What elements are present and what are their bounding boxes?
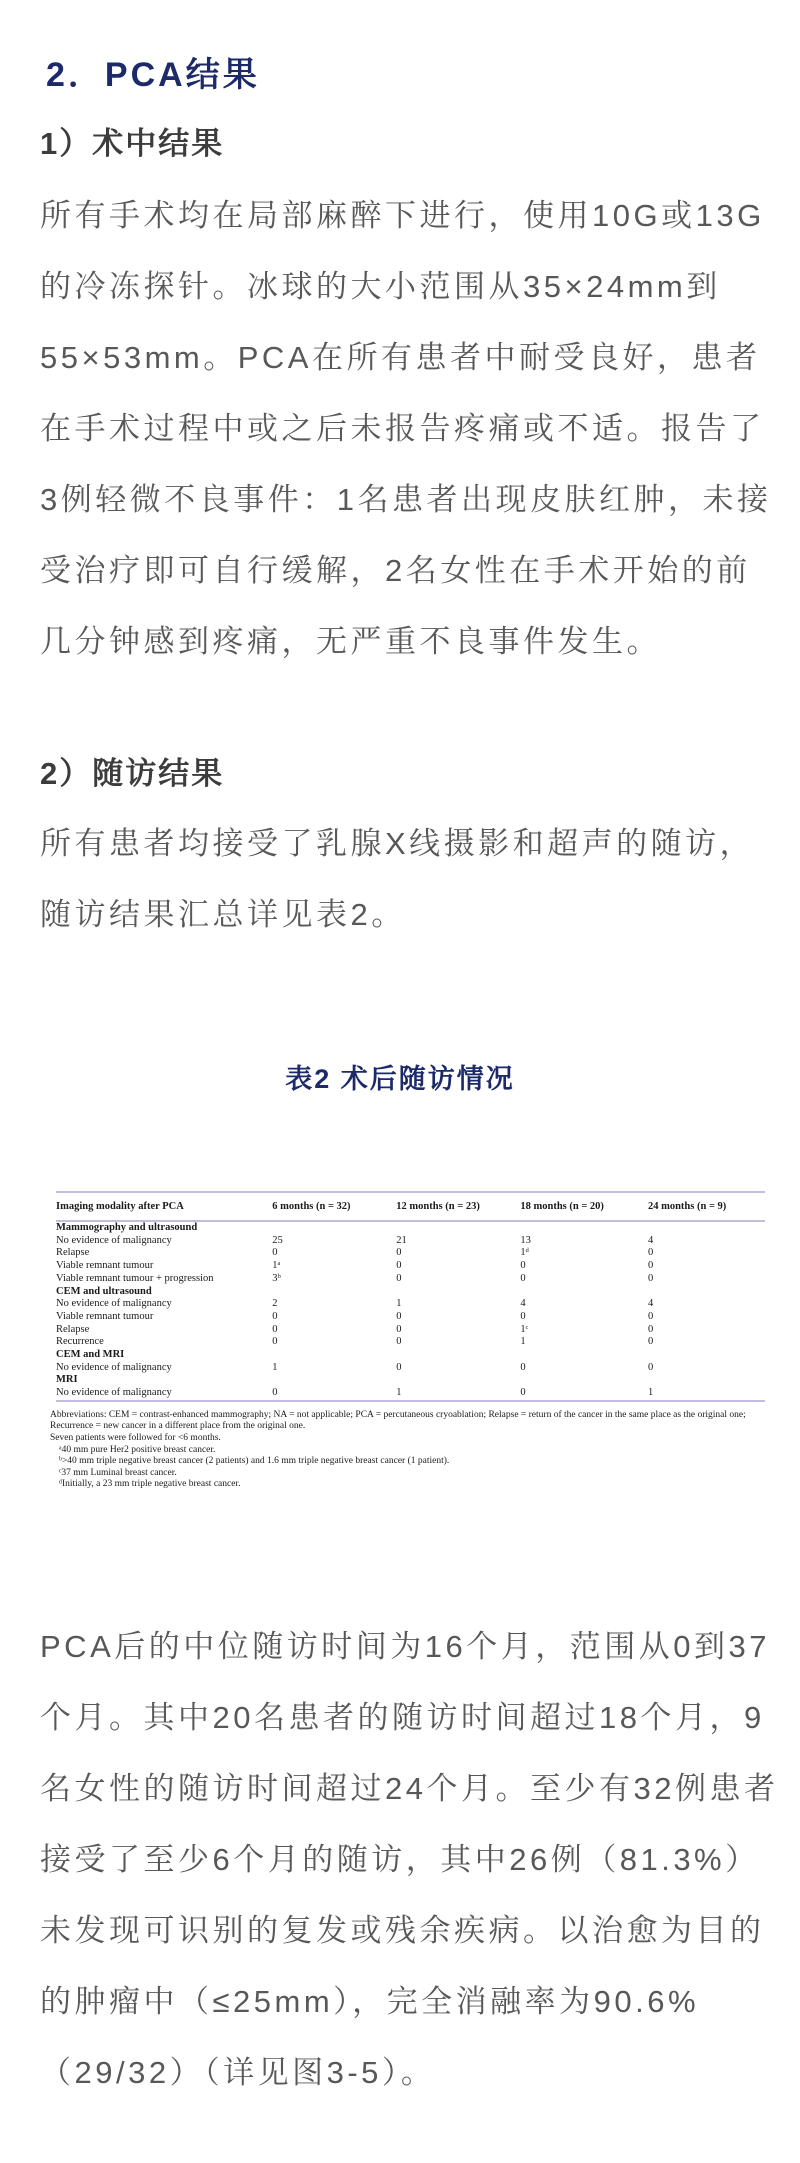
cell-value: 1ᵃ <box>272 1260 281 1272</box>
cell-value <box>272 1374 396 1387</box>
cell-value <box>396 1374 520 1387</box>
column-header-6-months: 6 months (n = 32) <box>272 1201 351 1212</box>
cell-value: 4 <box>520 1298 526 1310</box>
table-header-row <box>56 1193 765 1220</box>
paragraph-followup-intro <box>40 808 764 950</box>
cell-value: 0 <box>396 1323 402 1335</box>
cell-value: 0 <box>396 1336 402 1348</box>
column-header-24-months: 24 months (n = 9) <box>647 1201 727 1212</box>
cell-value: 4 <box>647 1234 654 1246</box>
table-footnote: ᶜ37 mm Luminal breast cancer. <box>59 1467 177 1478</box>
row-label: Viable remnant tumour <box>56 1310 154 1322</box>
cell-value: 0 <box>647 1310 654 1322</box>
cell-value: 13 <box>520 1234 531 1246</box>
row-label: Viable remnant tumour <box>56 1260 154 1272</box>
cell-value: 1 <box>396 1298 402 1310</box>
paragraph-line: 接受了至少6个月的随访，其中26例（81.3%） <box>40 1842 760 1877</box>
table-row <box>56 1298 765 1311</box>
table-footnotes <box>50 1410 765 1491</box>
table-row <box>56 1247 765 1260</box>
table-row <box>56 1336 765 1349</box>
table-footnote: ᵇ>40 mm triple negative breast cancer (2 patients) and 1.6 mm triple negative breast cancer (1 patient). <box>59 1456 450 1467</box>
cell-value: 1 <box>396 1387 402 1399</box>
cell-value: 0 <box>396 1361 402 1373</box>
paragraph-line: 几分钟感到疼痛，无严重不良事件发生。 <box>40 624 661 659</box>
paragraph-line: 随访结果汇总详见表2。 <box>40 897 406 932</box>
cell-value: 1 <box>520 1336 526 1348</box>
cell-value <box>396 1286 520 1299</box>
paragraph-line: 的肿瘤中（≤25mm），完全消融率为90.6% <box>40 1984 700 2019</box>
row-label: CEM and ultrasound <box>56 1285 152 1297</box>
cell-value: 0 <box>647 1247 654 1259</box>
paragraph-line: 名女性的随访时间超过24个月。至少有32例患者 <box>40 1771 779 1806</box>
cell-value <box>520 1349 648 1362</box>
paragraph-line: 在手术过程中或之后未报告疼痛或不适。报告了 <box>40 411 765 446</box>
table-footnote: Abbreviations: CEM = contrast-enhanced mammography; NA = not applicable; PCA = percutaneous cryoablation; Relapse = return of the cancer in the same place as the original one; Recurrence = new cancer in a different place from the original one. <box>50 1409 746 1432</box>
cell-value: 4 <box>647 1298 654 1310</box>
table-row <box>56 1349 765 1362</box>
row-label: Viable remnant tumour + progression <box>56 1272 214 1284</box>
cell-value <box>520 1286 648 1299</box>
row-label: No evidence of malignancy <box>56 1298 172 1310</box>
section-heading: 2．PCA结果 <box>46 56 260 94</box>
cell-value: 0 <box>647 1323 654 1335</box>
cell-value <box>648 1374 765 1387</box>
cell-value: 0 <box>272 1323 278 1335</box>
cell-value: 0 <box>520 1361 526 1373</box>
cell-value: 0 <box>272 1310 278 1322</box>
paragraph-line: 所有手术均在局部麻醉下进行，使用10G或13G <box>40 198 765 233</box>
table-row <box>56 1387 765 1400</box>
cell-value <box>396 1222 520 1235</box>
cell-value: 21 <box>396 1234 407 1246</box>
cell-value: 3ᵇ <box>272 1272 281 1284</box>
row-label: Relapse <box>56 1323 90 1335</box>
row-label: Mammography and ultrasound <box>56 1222 198 1233</box>
row-label: MRI <box>56 1374 78 1386</box>
subsection-heading-followup: 2）随访结果 <box>40 756 225 791</box>
column-header-modality: Imaging modality after PCA <box>56 1201 184 1212</box>
row-label: Relapse <box>56 1247 90 1259</box>
row-label: CEM and MRI <box>56 1349 125 1361</box>
row-label: No evidence of malignancy <box>56 1387 172 1399</box>
table-caption: 表2 术后随访情况 <box>285 1064 515 1094</box>
table-footnote: ᵈInitially, a 23 mm triple negative breast cancer. <box>59 1479 241 1490</box>
table-bottom-rule <box>56 1400 765 1402</box>
cell-value: 1 <box>647 1387 654 1399</box>
cell-value: 0 <box>272 1247 278 1259</box>
cell-value: 0 <box>396 1272 402 1284</box>
table-footnote: ᵃ40 mm pure Her2 positive breast cancer. <box>59 1444 216 1455</box>
paragraph-line: 受治疗即可自行缓解，2名女性在手术开始的前 <box>40 553 751 588</box>
cell-value: 0 <box>272 1336 278 1348</box>
paragraph-line: （29/32）（详见图3-5）。 <box>40 2055 436 2090</box>
paragraph-intraoperative-results <box>40 180 772 677</box>
table-row <box>56 1374 765 1387</box>
cell-value <box>272 1349 396 1362</box>
paragraph-line: 的冷冻探针。冰球的大小范围从35×24mm到 <box>40 269 721 304</box>
cell-value: 0 <box>520 1260 526 1272</box>
cell-value: 0 <box>396 1310 402 1322</box>
cell-value: 1ᵈ <box>520 1247 529 1259</box>
paragraph-line: 未发现可识别的复发或残余疾病。以治愈为目的 <box>40 1913 765 1948</box>
row-label: No evidence of malignancy <box>56 1361 172 1373</box>
cell-value: 0 <box>647 1336 654 1348</box>
cell-value: 0 <box>647 1361 654 1373</box>
cell-value: 2 <box>272 1298 278 1310</box>
cell-value <box>648 1286 765 1299</box>
followup-table <box>50 1191 765 1491</box>
cell-value <box>520 1222 648 1235</box>
cell-value: 1ᶜ <box>520 1323 529 1335</box>
cell-value <box>648 1222 765 1235</box>
table-body <box>56 1222 765 1400</box>
column-header-12-months: 12 months (n = 23) <box>396 1201 480 1212</box>
cell-value <box>648 1349 765 1362</box>
cell-value <box>520 1374 648 1387</box>
paragraph-line: PCA后的中位随访时间为16个月，范围从0到37 <box>40 1629 770 1664</box>
table-row <box>56 1273 765 1286</box>
cell-value: 0 <box>520 1387 526 1399</box>
paragraph-followup-summary <box>40 1611 779 2108</box>
row-label: No evidence of malignancy <box>56 1234 172 1246</box>
paragraph-line: 3例轻微不良事件：1名患者出现皮肤红肿，未接 <box>40 482 772 517</box>
cell-value: 0 <box>647 1260 654 1272</box>
table-footnote: Seven patients were followed for <6 months. <box>50 1433 221 1444</box>
paragraph-line: 所有患者均接受了乳腺X线摄影和超声的随访， <box>40 826 755 861</box>
cell-value <box>272 1286 396 1299</box>
subsection-heading-intraoperative: 1）术中结果 <box>40 126 225 161</box>
cell-value: 0 <box>272 1387 278 1399</box>
table-row <box>56 1362 765 1375</box>
column-header-18-months: 18 months (n = 20) <box>520 1201 604 1212</box>
cell-value: 1 <box>272 1361 278 1373</box>
cell-value: 25 <box>272 1234 283 1246</box>
table-row <box>56 1222 765 1235</box>
cell-value: 0 <box>647 1272 654 1284</box>
row-label: Recurrence <box>56 1336 104 1348</box>
table-row <box>56 1286 765 1299</box>
cell-value: 0 <box>520 1272 526 1284</box>
cell-value <box>396 1349 520 1362</box>
table-row <box>56 1260 765 1273</box>
table-row <box>56 1235 765 1248</box>
paragraph-line: 55×53mm。PCA在所有患者中耐受良好，患者 <box>40 340 761 375</box>
table-row <box>56 1324 765 1337</box>
paragraph-line: 个月。其中20名患者的随访时间超过18个月，9 <box>40 1700 765 1735</box>
cell-value <box>272 1222 396 1235</box>
table-row <box>56 1311 765 1324</box>
cell-value: 0 <box>396 1247 402 1259</box>
cell-value: 0 <box>396 1260 402 1272</box>
cell-value: 0 <box>520 1310 526 1322</box>
